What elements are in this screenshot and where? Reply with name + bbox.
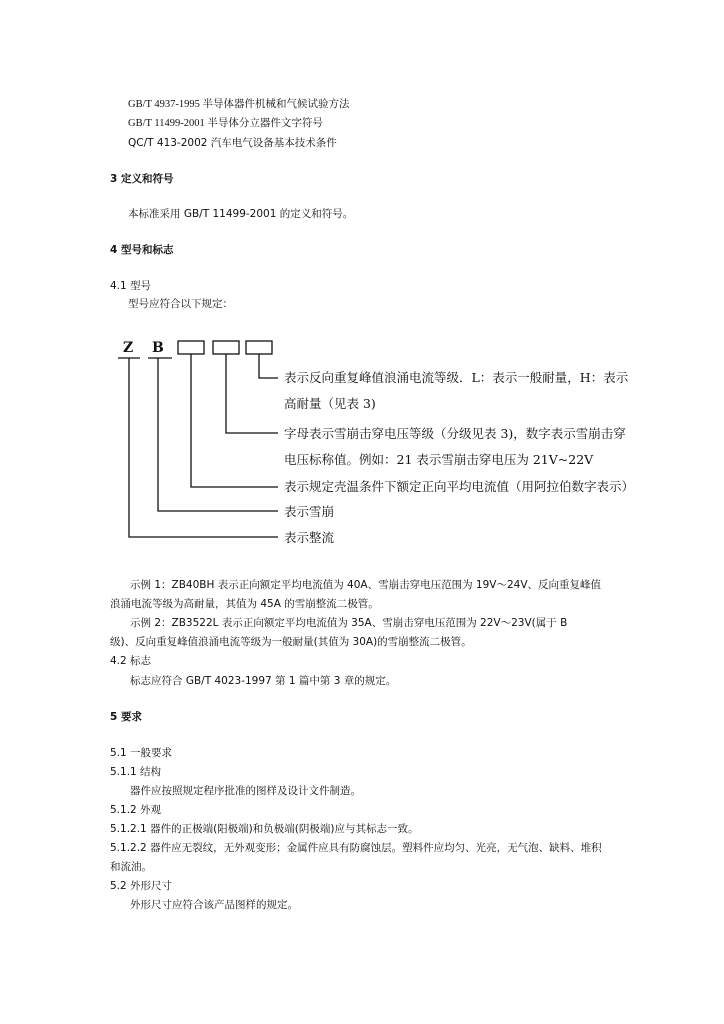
paragraph: 5.1.2.2 器件应无裂纹，无外观变形；金属件应具有防腐蚀层。塑料件应均匀、光亮，无气泡、缺料、堆积 [110, 842, 602, 854]
code-letter-z: Z [123, 340, 134, 356]
subsection-heading: 5.1.1 结构 [110, 766, 162, 778]
paragraph: 和流油。 [110, 861, 152, 873]
reference-line: GB/T 11499-2001 半导体分立器件文字符号 [128, 118, 323, 129]
reference-line: QC/T 413-2002 汽车电气设备基本技术条件 [128, 137, 337, 149]
section-heading: 3 定义和符号 [110, 173, 174, 185]
section-heading: 4 型号和标志 [110, 244, 174, 256]
example-text: 级)、反向重复峰值浪涌电流等级为一般耐量(其值为 30A)的雪崩整流二极管。 [110, 636, 472, 648]
reference-line: GB/T 4937-1995 半导体器件机械和气候试验方法 [128, 99, 350, 110]
diagram-label: 表示整流 [284, 530, 335, 545]
diagram-label: 表示雪崩 [284, 504, 335, 519]
example-text: 示例 1：ZB40BH 表示正向额定平均电流值为 40A、雪崩击穿电压范围为 19V～24V、反向重复峰值 [130, 579, 602, 591]
model-code-diagram [110, 330, 690, 560]
diagram-label: 表示规定壳温条件下额定正向平均电流值（用阿拉伯数字表示） [284, 479, 635, 494]
subsection-heading: 5.2 外形尺寸 [110, 880, 173, 892]
paragraph: 器件应按照规定程序批准的图样及设计文件制造。 [130, 785, 361, 797]
subsection-heading: 4.1 型号 [110, 280, 152, 292]
diagram-label: 字母表示雪崩击穿电压等级（分级见表 3)，数字表示雪崩击穿 [284, 426, 626, 441]
paragraph: 外形尺寸应符合该产品图样的规定。 [130, 899, 298, 911]
diagram-label: 电压标称值。例如：21 表示雪崩击穿电压为 21V~22V [284, 452, 594, 467]
code-box [246, 341, 272, 354]
paragraph: 本标准采用 GB/T 11499-2001 的定义和符号。 [128, 208, 354, 220]
paragraph: 型号应符合以下规定： [128, 298, 233, 310]
paragraph: 5.1.2.1 器件的正极端(阳极端)和负极端(阴极端)应与其标志一致。 [110, 823, 419, 835]
example-text: 浪涌电流等级为高耐量，其值为 45A 的雪崩整流二极管。 [110, 598, 379, 610]
subsection-heading: 5.1.2 外观 [110, 804, 162, 816]
diagram-label: 表示反向重复峰值浪涌电流等级．L：表示一般耐量，H：表示 [284, 370, 629, 385]
code-letter-b: B [152, 340, 164, 356]
subsection-heading: 5.1 一般要求 [110, 747, 173, 759]
subsection-heading: 4.2 标志 [110, 655, 152, 667]
paragraph: 标志应符合 GB/T 4023-1997 第 1 篇中第 3 章的规定。 [130, 675, 397, 687]
section-heading: 5 要求 [110, 711, 142, 723]
code-box [178, 341, 204, 354]
example-text: 示例 2：ZB3522L 表示正向额定平均电流值为 35A、雪崩击穿电压范围为 22V～23V(属于 B [130, 617, 568, 629]
diagram-label: 高耐量（见表 3) [284, 396, 376, 411]
code-box [213, 341, 239, 354]
